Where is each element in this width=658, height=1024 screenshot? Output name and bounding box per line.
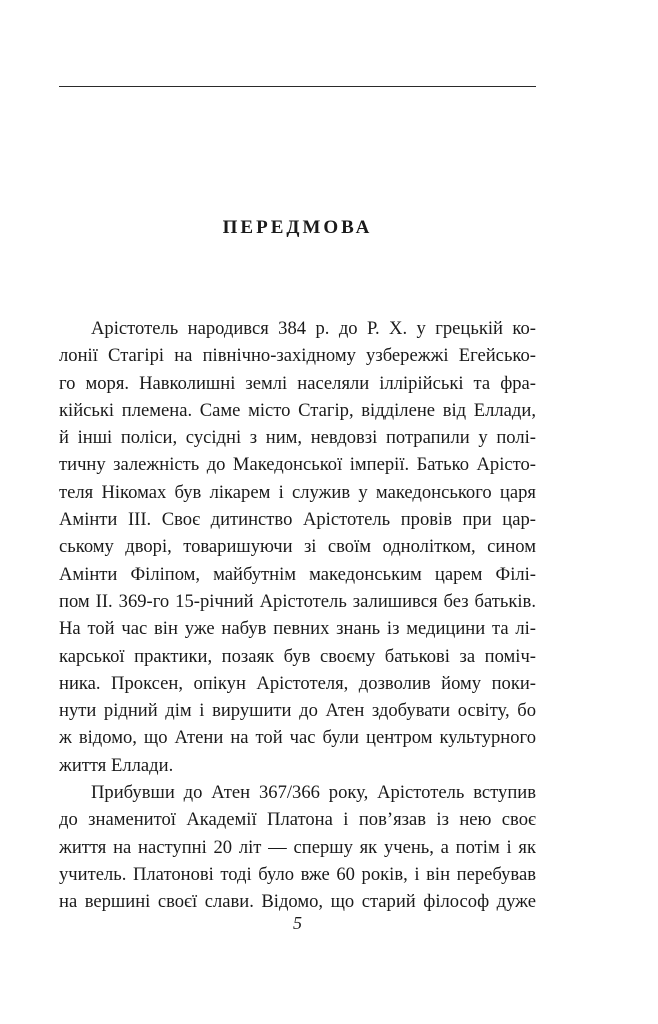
text-line: життя на наступні 20 літ — спершу як учень, а потім і як (59, 836, 536, 858)
text-line: Прибувши до Атен 367/366 року, Арістотель вступив (91, 782, 536, 804)
text-line: пом II. 369-го 15-річний Арістотель залишився без батьків. (59, 590, 536, 612)
text-line: на вершині своєї слави. Відомо, що старий філософ дуже (59, 891, 536, 913)
text-line: нути рідний дім і вирушити до Атен здобувати освіту, бо (59, 700, 536, 722)
text-line: й інші поліси, сусідні з ним, невдовзі потрапили у полі- (59, 427, 536, 449)
text-line: Арістотель народився 384 р. до Р. Х. у грецькій ко- (91, 318, 536, 339)
text-line: ж відомо, що Атени на той час були центром культурного (59, 727, 536, 749)
text-line: карської практики, позаяк був своєму батькові за поміч- (59, 645, 536, 667)
text-line: Амінти Філіпом, майбутнім македонським царем Філі- (59, 563, 536, 585)
header-rule (59, 86, 536, 87)
text-line: тичну залежність до Македонської імперії. Батько Арісто- (59, 454, 536, 476)
text-line: кійські племена. Саме місто Стагір, відділене від Еллади, (59, 399, 536, 421)
text-line: теля Нікомах був лікарем і служив у македонського царя (59, 481, 536, 503)
text-line: лонії Стагірі на північно-західному узбережжі Егейсько- (59, 345, 536, 367)
page-number: 5 (293, 913, 302, 933)
chapter-title: ПЕРЕДМОВА (222, 217, 373, 238)
text-line: життя Еллади. (59, 754, 174, 776)
text-line: до знаменитої Академії Платона і пов’язав із нею своє (59, 809, 536, 831)
text-line: го моря. Навколишні землі населяли іллірійські та фра- (59, 372, 536, 394)
body-text (59, 315, 536, 916)
text-line: учитель. Платонові тоді було вже 60 років, і він перебував (59, 863, 536, 885)
text-line: ському дворі, товаришуючи зі своїм однолітком, сином (59, 536, 536, 558)
text-line: Амінти III. Своє дитинство Арістотель провів при цар- (59, 509, 536, 531)
text-line: ника. Проксен, опікун Арістотеля, дозволив йому поки- (59, 672, 536, 694)
text-line: На той час він уже набув певних знань із медицини та лі- (59, 618, 536, 640)
